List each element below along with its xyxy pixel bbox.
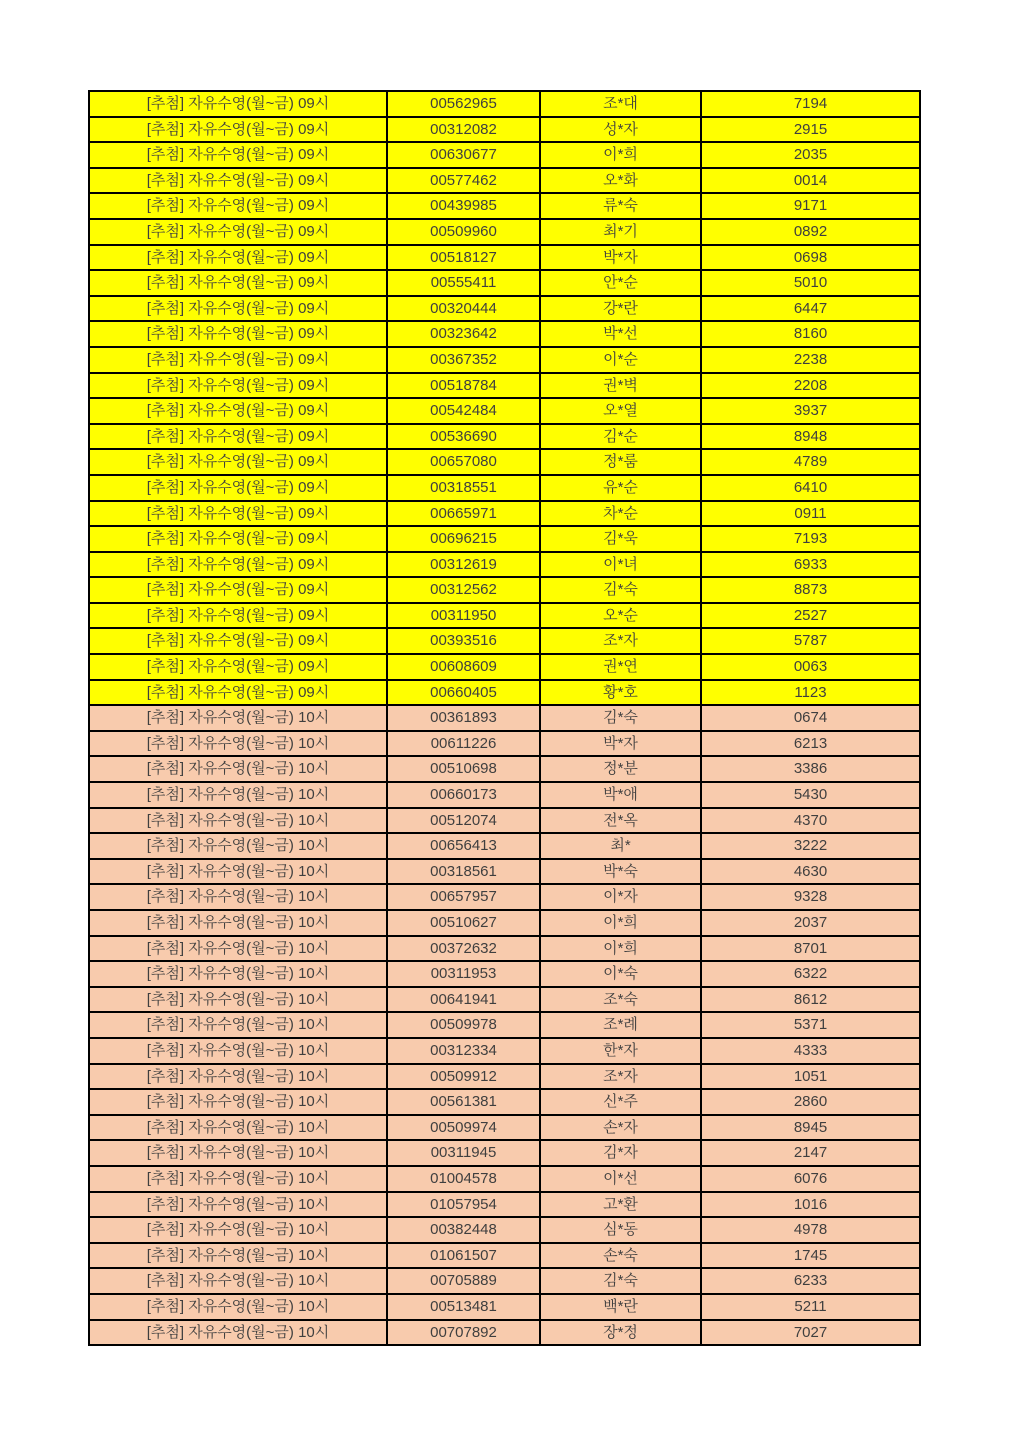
cell-lottery-code: 5371 [701, 1012, 920, 1038]
cell-lottery-code: 4789 [701, 449, 920, 475]
cell-lottery-code: 6447 [701, 296, 920, 322]
table-row [89, 1166, 920, 1192]
table-row [89, 347, 920, 373]
table-row [89, 756, 920, 782]
cell-masked-name: 김*숙 [540, 705, 701, 731]
cell-member-id: 00536690 [387, 424, 540, 450]
cell-member-id: 00312334 [387, 1038, 540, 1064]
cell-masked-name: 차*순 [540, 501, 701, 527]
cell-program-label: [추첨] 자유수영(월~금) 10시 [89, 1217, 387, 1243]
cell-lottery-code: 6322 [701, 961, 920, 987]
cell-member-id: 00509974 [387, 1115, 540, 1141]
cell-lottery-code: 9328 [701, 884, 920, 910]
table-body [89, 91, 920, 1345]
cell-lottery-code: 0911 [701, 501, 920, 527]
cell-program-label: [추첨] 자유수영(월~금) 10시 [89, 961, 387, 987]
cell-member-id: 01004578 [387, 1166, 540, 1192]
cell-program-label: [추첨] 자유수영(월~금) 10시 [89, 1320, 387, 1346]
cell-masked-name: 오*화 [540, 168, 701, 194]
cell-member-id: 00562965 [387, 91, 540, 117]
table-row [89, 961, 920, 987]
cell-lottery-code: 5211 [701, 1294, 920, 1320]
cell-program-label: [추첨] 자유수영(월~금) 10시 [89, 1268, 387, 1294]
table-row [89, 1192, 920, 1218]
cell-masked-name: 이*녀 [540, 552, 701, 578]
cell-lottery-code: 2527 [701, 603, 920, 629]
cell-lottery-code: 6410 [701, 475, 920, 501]
cell-masked-name: 권*벽 [540, 373, 701, 399]
table-row [89, 1012, 920, 1038]
cell-masked-name: 조*자 [540, 1064, 701, 1090]
cell-masked-name: 유*순 [540, 475, 701, 501]
table-row [89, 577, 920, 603]
table-row [89, 296, 920, 322]
table-row [89, 219, 920, 245]
cell-member-id: 00382448 [387, 1217, 540, 1243]
cell-program-label: [추첨] 자유수영(월~금) 09시 [89, 373, 387, 399]
table-row [89, 424, 920, 450]
table-row [89, 1294, 920, 1320]
table-row [89, 705, 920, 731]
cell-lottery-code: 7194 [701, 91, 920, 117]
cell-member-id: 01061507 [387, 1243, 540, 1269]
cell-member-id: 00660173 [387, 782, 540, 808]
cell-member-id: 00372632 [387, 936, 540, 962]
cell-member-id: 00660405 [387, 680, 540, 706]
cell-lottery-code: 0892 [701, 219, 920, 245]
cell-masked-name: 안*순 [540, 270, 701, 296]
cell-masked-name: 심*동 [540, 1217, 701, 1243]
cell-member-id: 00509960 [387, 219, 540, 245]
cell-program-label: [추첨] 자유수영(월~금) 10시 [89, 1012, 387, 1038]
cell-member-id: 00555411 [387, 270, 540, 296]
table-row [89, 373, 920, 399]
cell-member-id: 00509978 [387, 1012, 540, 1038]
table-row [89, 884, 920, 910]
cell-masked-name: 박*선 [540, 321, 701, 347]
cell-masked-name: 박*자 [540, 245, 701, 271]
cell-lottery-code: 7027 [701, 1320, 920, 1346]
cell-lottery-code: 2238 [701, 347, 920, 373]
cell-member-id: 00513481 [387, 1294, 540, 1320]
cell-member-id: 00320444 [387, 296, 540, 322]
cell-program-label: [추첨] 자유수영(월~금) 10시 [89, 1115, 387, 1141]
table-row [89, 1268, 920, 1294]
cell-masked-name: 박*애 [540, 782, 701, 808]
cell-lottery-code: 0014 [701, 168, 920, 194]
cell-member-id: 00318561 [387, 859, 540, 885]
cell-program-label: [추첨] 자유수영(월~금) 09시 [89, 398, 387, 424]
cell-member-id: 00630677 [387, 142, 540, 168]
cell-lottery-code: 8612 [701, 987, 920, 1013]
cell-member-id: 00707892 [387, 1320, 540, 1346]
cell-lottery-code: 2147 [701, 1140, 920, 1166]
cell-member-id: 00312619 [387, 552, 540, 578]
table-row [89, 680, 920, 706]
cell-program-label: [추첨] 자유수영(월~금) 09시 [89, 270, 387, 296]
table-row [89, 628, 920, 654]
cell-masked-name: 이*희 [540, 142, 701, 168]
table-row [89, 117, 920, 143]
cell-program-label: [추첨] 자유수영(월~금) 10시 [89, 1038, 387, 1064]
table-row [89, 168, 920, 194]
cell-program-label: [추첨] 자유수영(월~금) 09시 [89, 501, 387, 527]
cell-masked-name: 장*정 [540, 1320, 701, 1346]
table-row [89, 987, 920, 1013]
cell-lottery-code: 2037 [701, 910, 920, 936]
table-row [89, 449, 920, 475]
cell-member-id: 00367352 [387, 347, 540, 373]
table-row [89, 1320, 920, 1346]
cell-program-label: [추첨] 자유수영(월~금) 09시 [89, 526, 387, 552]
cell-masked-name: 한*자 [540, 1038, 701, 1064]
cell-program-label: [추첨] 자유수영(월~금) 10시 [89, 782, 387, 808]
table-row [89, 1243, 920, 1269]
cell-masked-name: 조*자 [540, 628, 701, 654]
cell-masked-name: 이*희 [540, 936, 701, 962]
cell-lottery-code: 0698 [701, 245, 920, 271]
cell-lottery-code: 9171 [701, 193, 920, 219]
cell-member-id: 00312082 [387, 117, 540, 143]
cell-member-id: 00509912 [387, 1064, 540, 1090]
cell-member-id: 00361893 [387, 705, 540, 731]
cell-masked-name: 조*숙 [540, 987, 701, 1013]
cell-masked-name: 조*대 [540, 91, 701, 117]
cell-masked-name: 이*자 [540, 884, 701, 910]
cell-masked-name: 이*선 [540, 1166, 701, 1192]
cell-lottery-code: 1745 [701, 1243, 920, 1269]
cell-member-id: 00657957 [387, 884, 540, 910]
cell-lottery-code: 6213 [701, 731, 920, 757]
cell-program-label: [추첨] 자유수영(월~금) 10시 [89, 1192, 387, 1218]
cell-masked-name: 김*숙 [540, 577, 701, 603]
cell-lottery-code: 8160 [701, 321, 920, 347]
cell-program-label: [추첨] 자유수영(월~금) 09시 [89, 475, 387, 501]
cell-lottery-code: 1016 [701, 1192, 920, 1218]
cell-program-label: [추첨] 자유수영(월~금) 10시 [89, 1166, 387, 1192]
cell-masked-name: 권*연 [540, 654, 701, 680]
cell-masked-name: 전*옥 [540, 808, 701, 834]
cell-program-label: [추첨] 자유수영(월~금) 10시 [89, 808, 387, 834]
table-row [89, 501, 920, 527]
cell-member-id: 00518784 [387, 373, 540, 399]
cell-member-id: 00311945 [387, 1140, 540, 1166]
table-row [89, 731, 920, 757]
cell-member-id: 00518127 [387, 245, 540, 271]
table-row [89, 910, 920, 936]
table-row [89, 782, 920, 808]
cell-masked-name: 오*열 [540, 398, 701, 424]
cell-lottery-code: 8701 [701, 936, 920, 962]
cell-program-label: [추첨] 자유수영(월~금) 09시 [89, 654, 387, 680]
cell-program-label: [추첨] 자유수영(월~금) 09시 [89, 449, 387, 475]
cell-program-label: [추첨] 자유수영(월~금) 09시 [89, 117, 387, 143]
cell-member-id: 01057954 [387, 1192, 540, 1218]
cell-masked-name: 강*란 [540, 296, 701, 322]
cell-masked-name: 손*숙 [540, 1243, 701, 1269]
cell-masked-name: 이*숙 [540, 961, 701, 987]
cell-program-label: [추첨] 자유수영(월~금) 09시 [89, 168, 387, 194]
table-row [89, 91, 920, 117]
cell-member-id: 00312562 [387, 577, 540, 603]
table-row [89, 936, 920, 962]
cell-program-label: [추첨] 자유수영(월~금) 09시 [89, 296, 387, 322]
lottery-results-table [88, 90, 921, 1346]
cell-program-label: [추첨] 자유수영(월~금) 09시 [89, 193, 387, 219]
table-row [89, 245, 920, 271]
cell-lottery-code: 6233 [701, 1268, 920, 1294]
cell-lottery-code: 3222 [701, 833, 920, 859]
table-row [89, 1064, 920, 1090]
cell-member-id: 00665971 [387, 501, 540, 527]
cell-program-label: [추첨] 자유수영(월~금) 10시 [89, 731, 387, 757]
cell-lottery-code: 4333 [701, 1038, 920, 1064]
cell-program-label: [추첨] 자유수영(월~금) 10시 [89, 1064, 387, 1090]
table-row [89, 1217, 920, 1243]
cell-lottery-code: 0674 [701, 705, 920, 731]
cell-lottery-code: 2860 [701, 1089, 920, 1115]
cell-lottery-code: 6933 [701, 552, 920, 578]
cell-program-label: [추첨] 자유수영(월~금) 10시 [89, 1140, 387, 1166]
cell-program-label: [추첨] 자유수영(월~금) 09시 [89, 91, 387, 117]
cell-member-id: 00512074 [387, 808, 540, 834]
cell-lottery-code: 2035 [701, 142, 920, 168]
cell-program-label: [추첨] 자유수영(월~금) 10시 [89, 859, 387, 885]
cell-lottery-code: 1051 [701, 1064, 920, 1090]
cell-member-id: 00641941 [387, 987, 540, 1013]
cell-member-id: 00657080 [387, 449, 540, 475]
cell-member-id: 00705889 [387, 1268, 540, 1294]
cell-program-label: [추첨] 자유수영(월~금) 10시 [89, 756, 387, 782]
table-row [89, 603, 920, 629]
cell-masked-name: 최* [540, 833, 701, 859]
cell-program-label: [추첨] 자유수영(월~금) 09시 [89, 552, 387, 578]
table-row [89, 475, 920, 501]
cell-program-label: [추첨] 자유수영(월~금) 09시 [89, 245, 387, 271]
cell-program-label: [추첨] 자유수영(월~금) 10시 [89, 910, 387, 936]
table-row [89, 833, 920, 859]
cell-lottery-code: 5787 [701, 628, 920, 654]
cell-member-id: 00311953 [387, 961, 540, 987]
cell-masked-name: 손*자 [540, 1115, 701, 1141]
cell-program-label: [추첨] 자유수영(월~금) 10시 [89, 1243, 387, 1269]
cell-member-id: 00510627 [387, 910, 540, 936]
cell-program-label: [추첨] 자유수영(월~금) 09시 [89, 219, 387, 245]
cell-lottery-code: 8945 [701, 1115, 920, 1141]
cell-masked-name: 정*룸 [540, 449, 701, 475]
cell-masked-name: 김*욱 [540, 526, 701, 552]
cell-masked-name: 이*순 [540, 347, 701, 373]
table-row [89, 193, 920, 219]
cell-member-id: 00311950 [387, 603, 540, 629]
cell-program-label: [추첨] 자유수영(월~금) 10시 [89, 987, 387, 1013]
table-row [89, 1140, 920, 1166]
table-row [89, 321, 920, 347]
cell-lottery-code: 5010 [701, 270, 920, 296]
cell-masked-name: 김*숙 [540, 1268, 701, 1294]
cell-member-id: 00439985 [387, 193, 540, 219]
cell-masked-name: 백*란 [540, 1294, 701, 1320]
cell-lottery-code: 5430 [701, 782, 920, 808]
cell-lottery-code: 8948 [701, 424, 920, 450]
cell-member-id: 00323642 [387, 321, 540, 347]
cell-program-label: [추첨] 자유수영(월~금) 09시 [89, 424, 387, 450]
cell-program-label: [추첨] 자유수영(월~금) 09시 [89, 142, 387, 168]
cell-lottery-code: 3937 [701, 398, 920, 424]
cell-masked-name: 이*희 [540, 910, 701, 936]
cell-masked-name: 박*숙 [540, 859, 701, 885]
cell-member-id: 00696215 [387, 526, 540, 552]
cell-program-label: [추첨] 자유수영(월~금) 10시 [89, 936, 387, 962]
cell-program-label: [추첨] 자유수영(월~금) 09시 [89, 628, 387, 654]
cell-program-label: [추첨] 자유수영(월~금) 10시 [89, 1089, 387, 1115]
cell-lottery-code: 4370 [701, 808, 920, 834]
cell-masked-name: 황*호 [540, 680, 701, 706]
cell-lottery-code: 2208 [701, 373, 920, 399]
cell-lottery-code: 2915 [701, 117, 920, 143]
cell-masked-name: 신*주 [540, 1089, 701, 1115]
cell-masked-name: 김*자 [540, 1140, 701, 1166]
cell-masked-name: 오*순 [540, 603, 701, 629]
cell-lottery-code: 3386 [701, 756, 920, 782]
cell-member-id: 00611226 [387, 731, 540, 757]
table-row [89, 1089, 920, 1115]
cell-lottery-code: 1123 [701, 680, 920, 706]
table-row [89, 398, 920, 424]
table-row [89, 1038, 920, 1064]
cell-member-id: 00561381 [387, 1089, 540, 1115]
cell-member-id: 00577462 [387, 168, 540, 194]
cell-program-label: [추첨] 자유수영(월~금) 10시 [89, 833, 387, 859]
cell-masked-name: 고*환 [540, 1192, 701, 1218]
table-row [89, 552, 920, 578]
cell-program-label: [추첨] 자유수영(월~금) 09시 [89, 347, 387, 373]
table-row [89, 654, 920, 680]
table-row [89, 526, 920, 552]
cell-program-label: [추첨] 자유수영(월~금) 10시 [89, 705, 387, 731]
cell-member-id: 00656413 [387, 833, 540, 859]
cell-masked-name: 성*자 [540, 117, 701, 143]
cell-program-label: [추첨] 자유수영(월~금) 10시 [89, 1294, 387, 1320]
cell-program-label: [추첨] 자유수영(월~금) 09시 [89, 577, 387, 603]
cell-member-id: 00318551 [387, 475, 540, 501]
cell-member-id: 00510698 [387, 756, 540, 782]
table-row [89, 270, 920, 296]
cell-lottery-code: 4978 [701, 1217, 920, 1243]
cell-program-label: [추첨] 자유수영(월~금) 10시 [89, 884, 387, 910]
cell-member-id: 00608609 [387, 654, 540, 680]
cell-lottery-code: 8873 [701, 577, 920, 603]
cell-masked-name: 조*례 [540, 1012, 701, 1038]
cell-program-label: [추첨] 자유수영(월~금) 09시 [89, 680, 387, 706]
cell-masked-name: 최*기 [540, 219, 701, 245]
table-row [89, 142, 920, 168]
cell-lottery-code: 0063 [701, 654, 920, 680]
cell-member-id: 00542484 [387, 398, 540, 424]
table-row [89, 1115, 920, 1141]
cell-masked-name: 정*분 [540, 756, 701, 782]
cell-masked-name: 김*순 [540, 424, 701, 450]
cell-program-label: [추첨] 자유수영(월~금) 09시 [89, 321, 387, 347]
cell-lottery-code: 7193 [701, 526, 920, 552]
cell-lottery-code: 6076 [701, 1166, 920, 1192]
cell-member-id: 00393516 [387, 628, 540, 654]
cell-lottery-code: 4630 [701, 859, 920, 885]
cell-program-label: [추첨] 자유수영(월~금) 09시 [89, 603, 387, 629]
table-row [89, 808, 920, 834]
cell-masked-name: 박*자 [540, 731, 701, 757]
table-row [89, 859, 920, 885]
cell-masked-name: 류*숙 [540, 193, 701, 219]
